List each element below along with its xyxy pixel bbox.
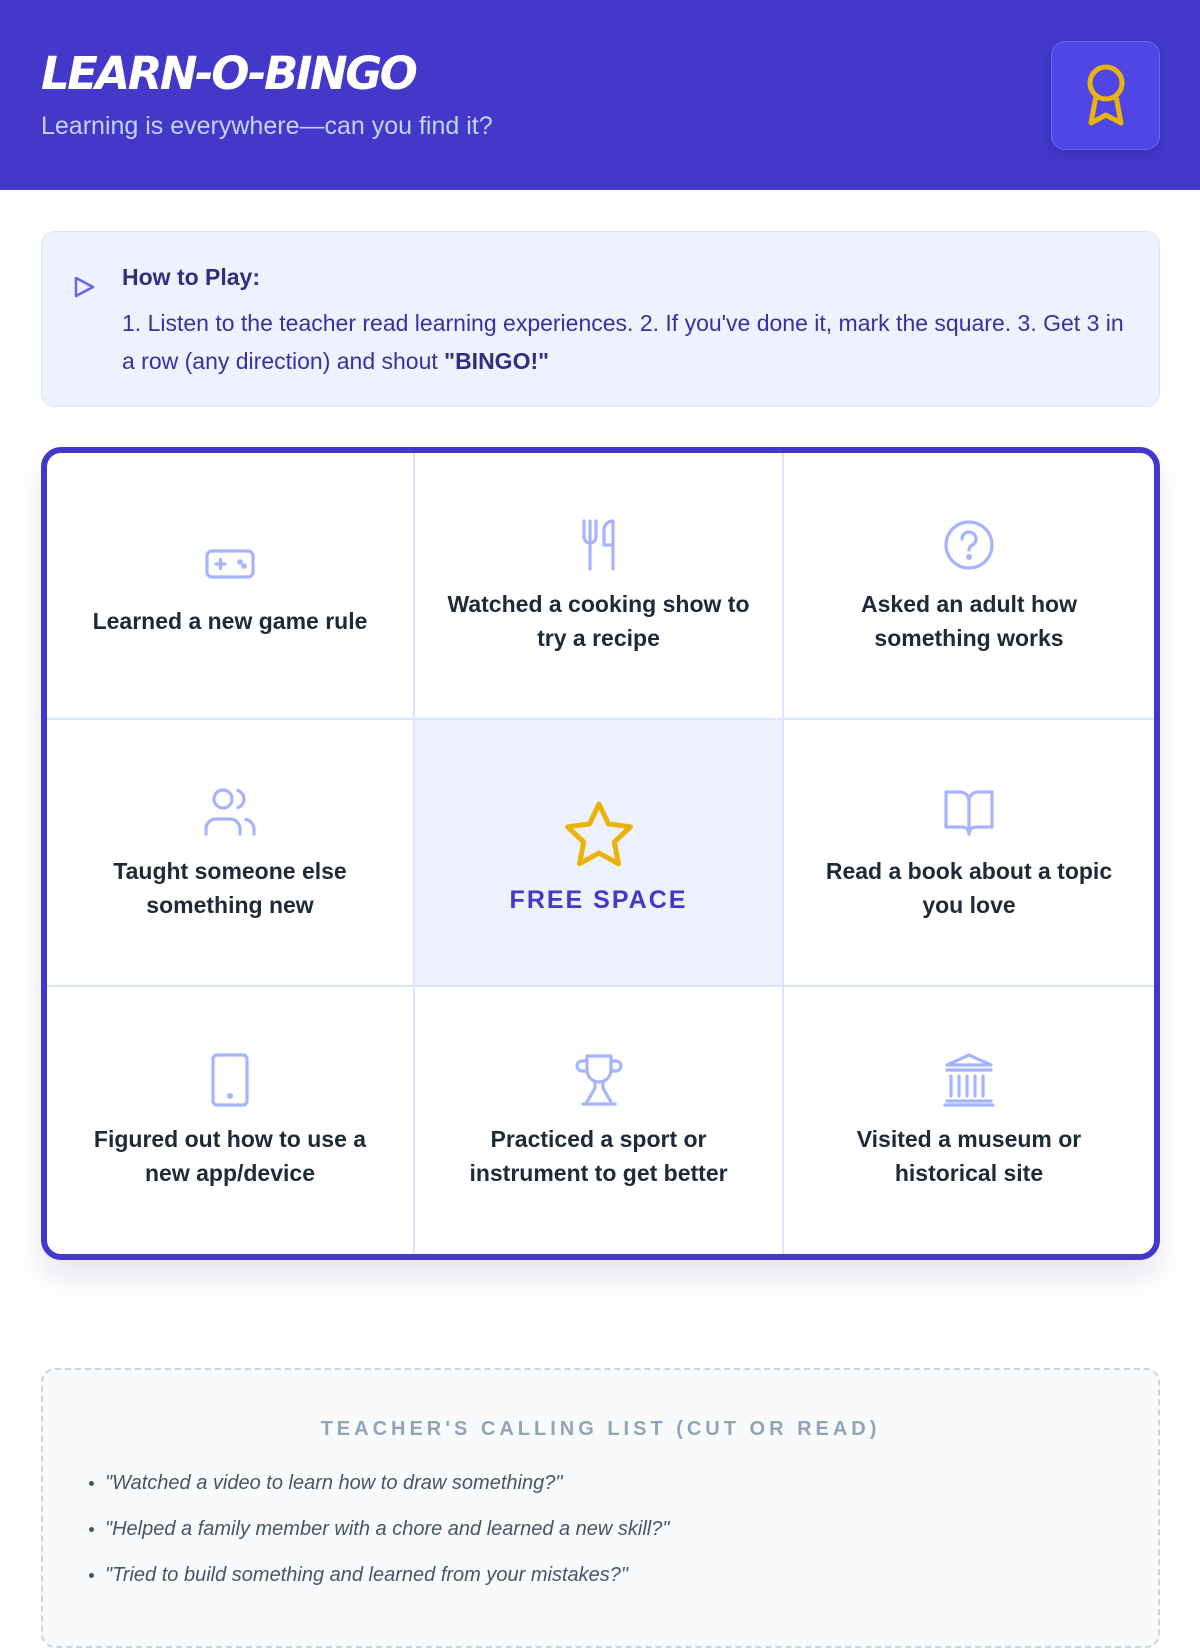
bingo-cell[interactable] (784, 453, 1154, 720)
how-to-play-instructions: 1. Listen to the teacher read learning experiences. 2. If you've done it, mark the square. 3. Get 3 in a row (any direction) and shout (122, 310, 1124, 374)
cell-label: Asked an adult how something works (861, 590, 1077, 651)
app-title: LEARN-O-BINGO (41, 47, 416, 100)
free-space-cell[interactable] (415, 720, 784, 987)
award-button[interactable] (1051, 41, 1160, 150)
header (0, 0, 1200, 190)
calling-list-panel (41, 1368, 1160, 1648)
bingo-cell[interactable] (415, 987, 784, 1254)
calling-list-item: "Tried to build something and learned from your mistakes?" (89, 1562, 669, 1588)
play-icon (71, 274, 97, 300)
how-to-play-panel (41, 231, 1160, 407)
cell-label: Figured out how to use a new app/device (93, 1125, 367, 1186)
trophy-icon (571, 1052, 627, 1108)
cell-label: Taught someone else something new (113, 857, 347, 918)
bingo-cell[interactable] (47, 987, 415, 1254)
how-to-play-text (122, 304, 1132, 380)
tablet-icon (202, 1052, 258, 1108)
cell-label: Visited a museum or historical site (856, 1125, 1082, 1186)
bingo-cell[interactable] (784, 720, 1154, 987)
landmark-icon (941, 1052, 997, 1108)
app-subtitle: Learning is everywhere—can you find it? (41, 112, 493, 140)
calling-list-title: TEACHER'S CALLING LIST (CUT OR READ) (320, 1418, 881, 1440)
free-space-label: FREE SPACE (509, 885, 688, 914)
bingo-cell[interactable] (47, 720, 415, 987)
question-circle-icon (941, 517, 997, 573)
star-icon (559, 797, 639, 877)
how-to-play-heading: How to Play: (122, 264, 261, 290)
calling-list (89, 1470, 669, 1608)
bingo-board (41, 447, 1160, 1260)
calling-list-item: "Watched a video to learn how to draw something?" (89, 1470, 669, 1496)
cell-label: Read a book about a topic you love (825, 857, 1113, 918)
cell-label: Practiced a sport or instrument to get better (469, 1125, 728, 1186)
users-icon (202, 784, 258, 840)
gamepad-icon (202, 534, 258, 590)
bingo-shout: "BINGO!" (444, 348, 550, 374)
cell-label: Learned a new game rule (92, 607, 368, 634)
bingo-cell[interactable] (415, 453, 784, 720)
award-icon (1083, 63, 1129, 129)
bingo-cell[interactable] (784, 987, 1154, 1254)
book-open-icon (941, 784, 997, 840)
calling-list-item: "Helped a family member with a chore and learned a new skill?" (89, 1516, 669, 1542)
utensils-icon (571, 517, 627, 573)
cell-label: Watched a cooking show to try a recipe (447, 590, 750, 651)
bingo-cell[interactable] (47, 453, 415, 720)
